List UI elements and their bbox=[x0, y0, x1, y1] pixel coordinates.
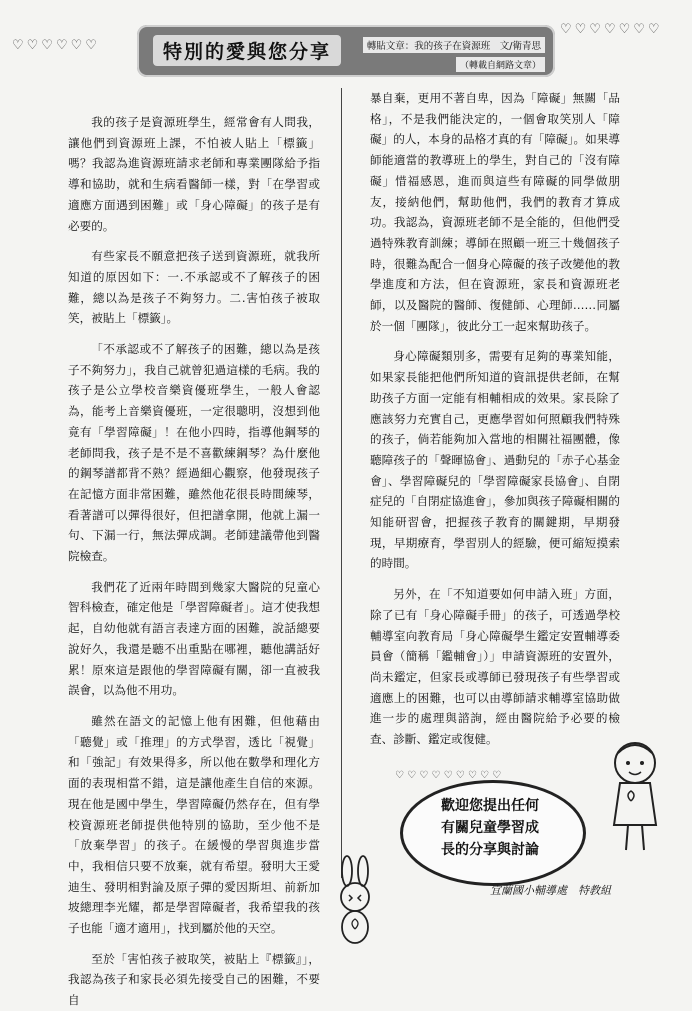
heart-ring-icon: ♡ ♡ ♡ ♡ ♡ ♡ ♡ ♡ ♡ bbox=[395, 770, 502, 781]
heart-garland-right: ♡♡♡♡♡♡♡ bbox=[560, 22, 663, 37]
article-byline: 轉貼文章：我的孩子在資源班 文/衛青思 bbox=[363, 37, 545, 53]
callout-text bbox=[400, 795, 580, 861]
callout-line: 有關兒童學習成 bbox=[441, 820, 539, 836]
article-source: （轉載自網路文章） bbox=[456, 57, 545, 72]
paragraph: 我們花了近兩年時間到幾家大醫院的兒童心智科檢查，確定他是「學習障礙者」。這才使我想起，自幼他就有語言表達方面的困難，說話總要說好久，我還是聽不出重點在哪裡，聽他講話好累！原來這是跟他的學習障礙有關，卻一直被我誤會，以為他不用功。 bbox=[68, 579, 320, 698]
bunny-illustration-icon bbox=[325, 855, 385, 950]
right-column bbox=[370, 88, 620, 750]
paragraph: 身心障礙類別多，需要有足夠的專業知能，如果家長能把他們所知道的資訊提供老師，在幫助孩子方面一定能有相輔相成的效果。家長除了應該努力充實自己，更應學習如何照顧我們特殊的孩子，倘若能夠加入當地的相關社福團體，像聽障孩子的「聲暉協會」、過動兒的「赤子心基金會」、學習障礙兒的「學習障礙家長協會」、自閉症兒的「自閉症協進會」，參加與孩子障礙相關的知能研習會，把握孩子教育的關鍵期，早期發現，早期療育，學習別人的經驗，便可縮短摸索的時間。 bbox=[370, 349, 620, 571]
heart-garland-left: ♡♡♡♡♡♡ bbox=[12, 38, 100, 53]
paragraph: 我的孩子是資源班學生，經常會有人問我，讓他們到資源班上課，不怕被人貼上「標籤」嗎？我認為進資源班請求老師和專業團隊給予指導和協助，就和生病看醫師一樣，對「在學習或適應方面遇到困難」或「身心障礙」的孩子是有必要的。 bbox=[68, 115, 320, 233]
paragraph: 雖然在語文的記憶上他有困難，但他藉由「聽覺」或「推理」的方式學習，透比「視覺」和「強記」有效果得多，所以他在數學和理化方面的表現相當不錯，這是讓他產生自信的來源。現在他是國中學生，學習障礙仍然存在，但有學校資源班老師提供他特別的協助，至少他不是「放棄學習」的孩子。在緩慢的學習與進步當中，我相信只要不放棄，就有希望。發明大王愛迪生、發明相對論及原子彈的愛因斯坦、前新加坡總理李光耀，都是學習障礙者，我希望我的孩子也能「適才適用」，找到屬於他的天空。 bbox=[68, 713, 320, 936]
callout-line: 長的分享與討論 bbox=[441, 842, 539, 858]
callout-line: 歡迎您提出任何 bbox=[441, 798, 539, 814]
paragraph: 另外，在「不知道要如何申請入班」方面，除了已有「身心障礙手冊」的孩子，可透過學校輔導室向教育局「身心障礙學生鑑定安置輔導委員會（簡稱「鑑輔會」）」申請資源班的安置外，尚未鑑定，但家長或導師已發現孩子有些學習或適應上的困難，也可以由導師請求輔導室協助做進一步的處理與諮詢，經由醫院給予必要的檢查、診斷、鑑定或復健。 bbox=[370, 587, 620, 747]
column-divider bbox=[341, 88, 342, 878]
left-column bbox=[68, 112, 320, 1011]
paragraph: 至於「害怕孩子被取笑，被貼上『標籤』」，我認為孩子和家長必須先接受自己的困難，不要自 bbox=[68, 951, 320, 1008]
boy-illustration-icon bbox=[600, 735, 670, 855]
article-header bbox=[137, 25, 555, 77]
article-title: 特別的愛與您分享 bbox=[153, 35, 341, 66]
signature: 宜蘭國小輔導處 特教組 bbox=[490, 884, 611, 897]
paragraph: 「不承認或不了解孩子的困難，總以為是孩子不夠努力」，我自己就曾犯過這樣的毛病。我的孩子是公立學校音樂資優班學生，一般人會認為，能考上音樂資優班，一定很聰明，沒想到他竟有「學習障礙」！在他小四時，指導他鋼琴的老師問我，孩子是不是不喜歡練鋼琴？為什麼他的鋼琴譜都背不熟？經過細心觀察，他發現孩子在記憶方面非常困難，雖然他花很長時間練琴，看著譜可以彈得很好，但把譜拿開，他就上漏一句、下漏一行，無法彈成調。老師建議帶他到醫院檢查。 bbox=[68, 342, 320, 564]
paragraph: 暴自棄，更用不著自卑，因為「障礙」無關「品格」，不是我們能決定的，一個會取笑別人「障礙」的人，本身的品格才真的有「障礙」。如果導師能適當的教導班上的學生，對自己的「沒有障礙」惜福感恩，進而與這些有障礙的同學做朋友，接納他們，幫助他們，我們的教育才算成功。我認為，資源班老師不是全能的，但他們受過特殊教育訓練；導師在照顧一班三十幾個孩子時，很難為配合一個身心障礙的孩子改變他的教學進度和方法，但在資源班，家長和資源班老師，以及醫院的醫師、復健師、心理師……同屬於一個「團隊」，彼此分工一起來幫助孩子。 bbox=[370, 91, 620, 333]
paragraph: 有些家長不願意把孩子送到資源班，就我所知道的原因如下：一.不承認或不了解孩子的困難，總以為是孩子不夠努力。二.害怕孩子被取笑，被貼上「標籤」。 bbox=[68, 249, 320, 326]
